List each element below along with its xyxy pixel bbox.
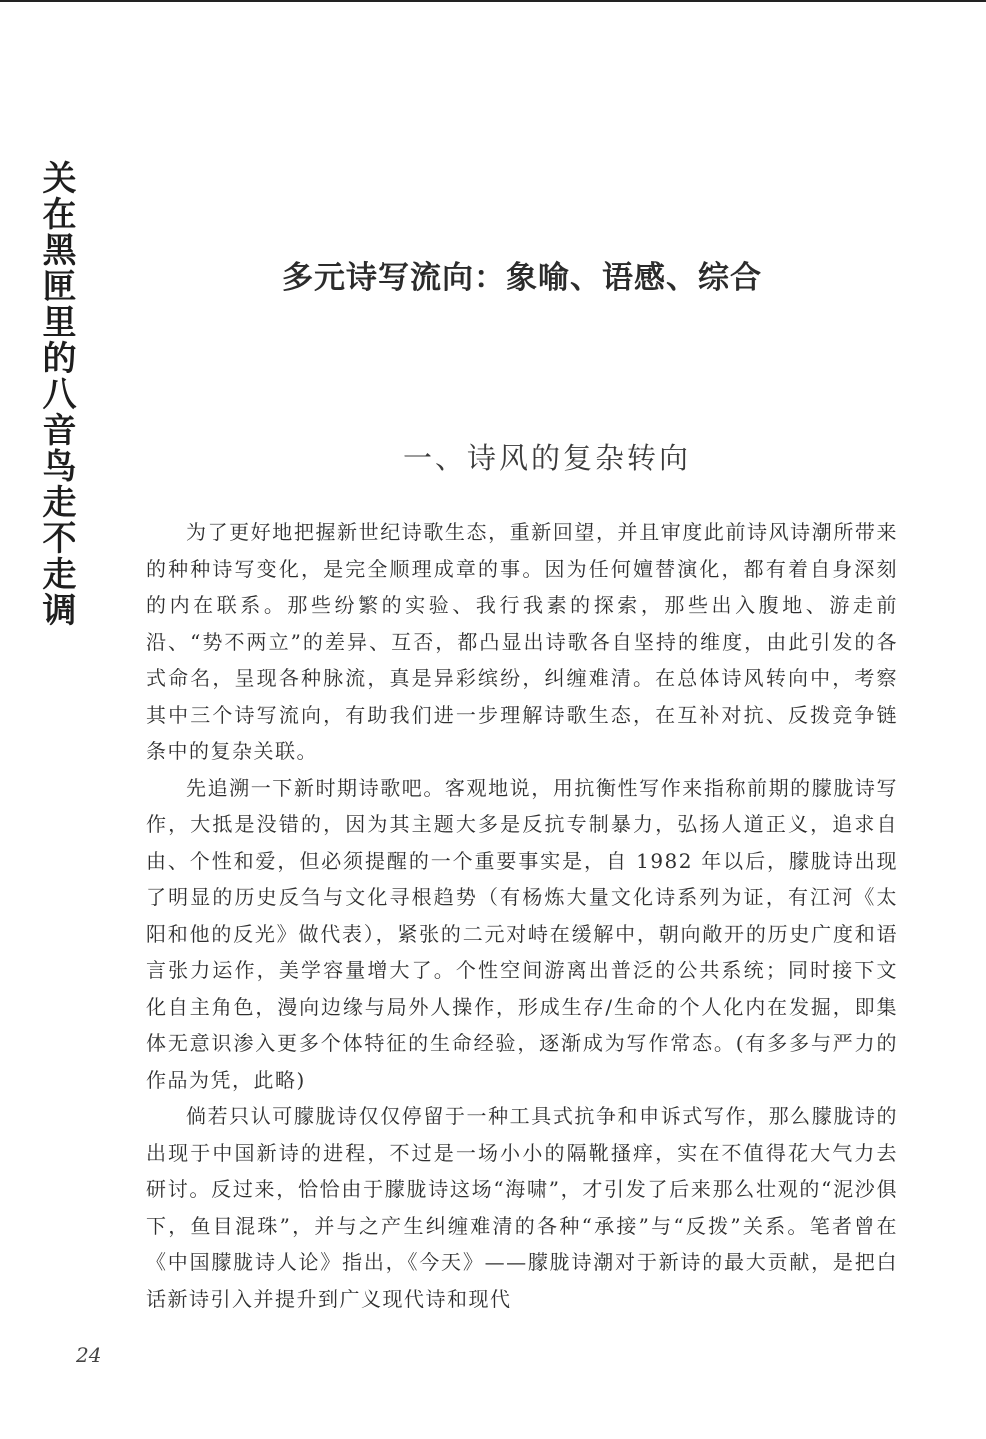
top-border-rule	[0, 0, 986, 2]
body-text	[146, 514, 898, 1317]
paragraph: 为了更好地把握新世纪诗歌生态，重新回望，并且审度此前诗风诗潮所带来的种种诗写变化，是完全顺理成章的事。因为任何嬗替演化，都有着自身深刻的内在联系。那些纷繁的实验、我行我素的探索，那些出入腹地、游走前沿、“势不两立”的差异、互否，都凸显出诗歌各自坚持的维度，由此引发的各式命名，呈现各种脉流，真是异彩缤纷，纠缠难清。在总体诗风转向中，考察其中三个诗写流向，有助我们进一步理解诗歌生态，在互补对抗、反拨竞争链条中的复杂关联。	[146, 520, 898, 763]
section-heading: 一、诗风的复杂转向	[402, 441, 691, 475]
paragraph: 先追溯一下新时期诗歌吧。客观地说，用抗衡性写作来指称前期的朦胧诗写作，大抵是没错的，因为其主题大多是反抗专制暴力，弘扬人道正义，追求自由、个性和爱，但必须提醒的一个重要事实是，自 1982 年以后，朦胧诗出现了明显的历史反刍与文化寻根趋势（有杨炼大量文化诗系列为证，有江河《太阳和他的反光》做代表），紧张的二元对峙在缓解中，朝向敞开的历史广度和语言张力运作，美学容量增大了。个性空间游离出普泛的公共系统；同时接下文化自主角色，漫向边缘与局外人操作，形成生存/生命的个人化内在发掘，即集体无意识渗入更多个体特征的生命经验，逐渐成为写作常态。(有多多与严力的作品为凭，此略)	[146, 775, 898, 1092]
paragraph: 倘若只认可朦胧诗仅仅停留于一种工具式抗争和申诉式写作，那么朦胧诗的出现于中国新诗的进程，不过是一场小小的隔靴搔痒，实在不值得花大气力去研讨。反过来，恰恰由于朦胧诗这场“海啸”，才引发了后来那么壮观的“泥沙俱下，鱼目混珠”，并与之产生纠缠难清的各种“承接”与“反拨”关系。笔者曾在《中国朦胧诗人论》指出，《今天》——朦胧诗潮对于新诗的最大贡献，是把白话新诗引入并提升到广义现代诗和现代	[146, 1104, 898, 1311]
chapter-title: 多元诗写流向：象喻、语感、综合	[282, 260, 762, 296]
book-title-vertical: 关在黑匣里的八音鸟走不走调	[36, 160, 76, 628]
page-number: 24	[76, 1343, 102, 1367]
